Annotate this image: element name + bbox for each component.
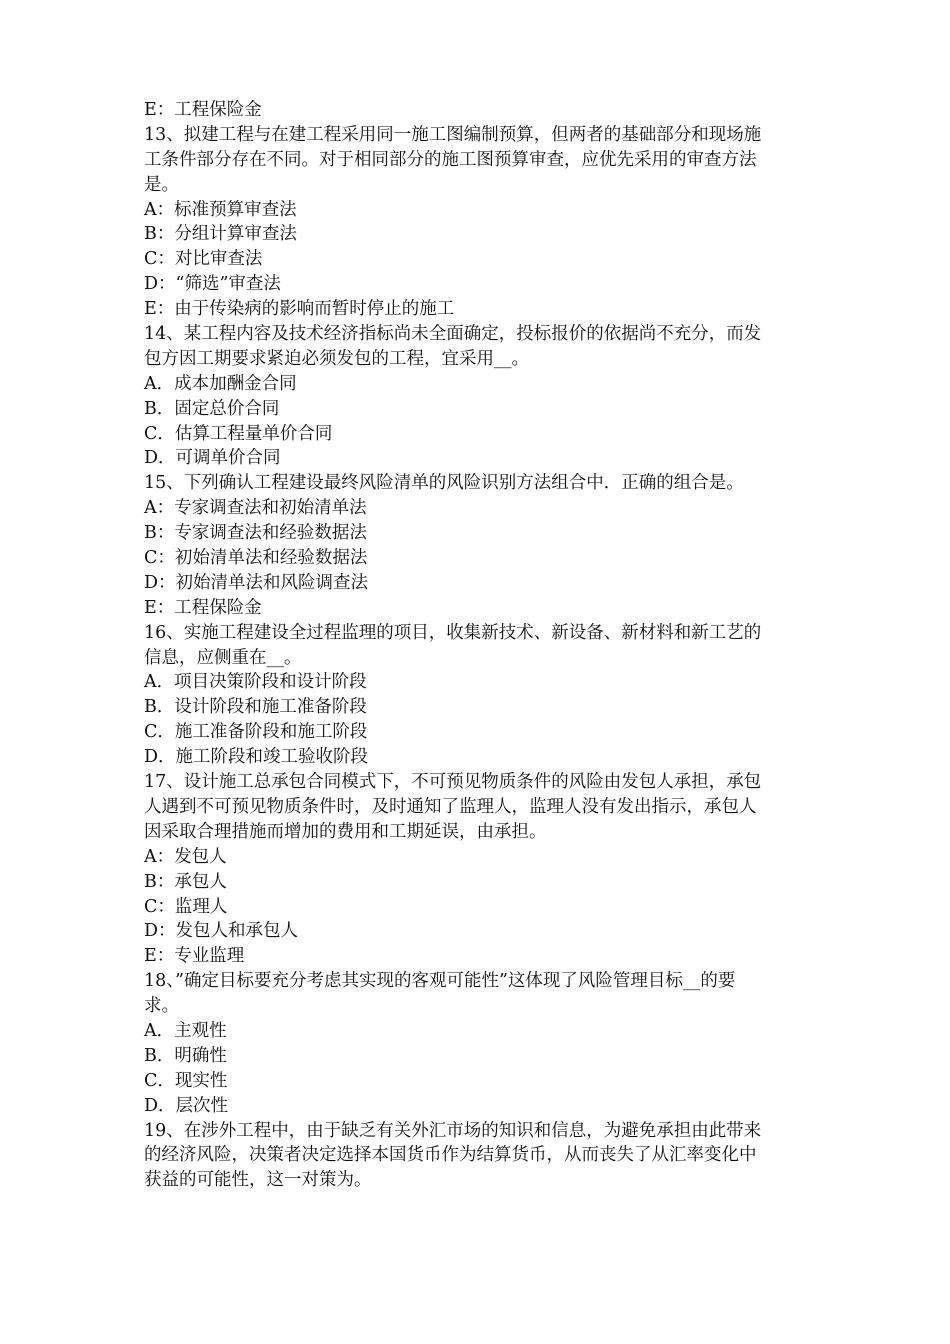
- option-line: E：专业监理: [144, 946, 245, 967]
- option-line: B：专家调查法和经验数据法: [144, 523, 367, 544]
- question-line: 16、实施工程建设全过程监理的项目，收集新技术、新设备、新材料和新工艺的: [144, 622, 762, 643]
- option-line: D：“筛选”审查法: [144, 274, 281, 295]
- question-line: 是。: [144, 174, 179, 195]
- option-line: D．层次性: [144, 1095, 229, 1116]
- option-line: D．施工阶段和竣工验收阶段: [144, 747, 369, 768]
- question-line: 18、”确定目标要充分考虑其实现的客观可能性”这体现了风险管理目标__的要: [144, 971, 736, 992]
- question-line: 17、设计施工总承包合同模式下，不可预见物质条件的风险由发包人承担，承包: [144, 772, 762, 793]
- question-line: 包方因工期要求紧迫必须发包的工程，宜采用__。: [144, 348, 529, 369]
- question-line: 14、某工程内容及技术经济指标尚未全面确定，投标报价的依据尚不充分，而发: [144, 324, 762, 345]
- question-line: 求。: [144, 996, 179, 1017]
- option-line: D：初始清单法和风险调查法: [144, 572, 369, 593]
- option-line: C：监理人: [144, 896, 228, 917]
- option-line: B．固定总价合同: [144, 398, 280, 419]
- option-line: C．施工准备阶段和施工阶段: [144, 722, 368, 743]
- option-line: B：承包人: [144, 871, 227, 892]
- option-line: D．可调单价合同: [144, 448, 281, 469]
- question-line: 13、拟建工程与在建工程采用同一施工图编制预算，但两者的基础部分和现场施: [144, 124, 762, 145]
- question-line: 19、在涉外工程中，由于缺乏有关外汇市场的知识和信息，为避免承担由此带来: [144, 1120, 762, 1141]
- question-line: 15、下列确认工程建设最终风险清单的风险识别方法组合中．正确的组合是。: [144, 473, 744, 494]
- question-line: 工条件部分存在不同。对于相同部分的施工图预算审查，应优先采用的审查方法: [144, 149, 757, 170]
- option-line: A：专家调查法和初始清单法: [144, 498, 367, 519]
- option-line: A．成本加酬金合同: [144, 373, 297, 394]
- option-line: E：由于传染病的影响而暂时停止的施工: [144, 299, 455, 320]
- question-line: 的经济风险，决策者决定选择本国货币作为结算货币，从而丧失了从汇率变化中: [144, 1145, 757, 1166]
- document-body: [144, 98, 820, 1193]
- option-line: C．估算工程量单价合同: [144, 423, 333, 444]
- question-line: 信息，应侧重在__。: [144, 647, 302, 668]
- option-line: D：发包人和承包人: [144, 921, 299, 942]
- option-line: C：对比审查法: [144, 249, 263, 270]
- option-line: A．项目决策阶段和设计阶段: [144, 672, 367, 693]
- option-line: B．设计阶段和施工准备阶段: [144, 697, 367, 718]
- option-line: A：发包人: [144, 846, 227, 867]
- option-line: C．现实性: [144, 1070, 228, 1091]
- option-line: E：工程保险金: [144, 100, 262, 120]
- option-line: B：分组计算审查法: [144, 224, 297, 245]
- question-line: 获益的可能性，这一对策为。: [144, 1170, 372, 1191]
- question-line: 因采取合理措施而增加的费用和工期延误，由承担。: [144, 821, 547, 842]
- option-line: A．主观性: [144, 1020, 227, 1041]
- option-line: E：工程保险金: [144, 597, 262, 618]
- option-line: A：标准预算审查法: [144, 199, 297, 220]
- option-line: C：初始清单法和经验数据法: [144, 548, 368, 569]
- question-line: 人遇到不可预见物质条件时，及时通知了监理人，监理人没有发出指示，承包人: [144, 796, 757, 817]
- option-line: B．明确性: [144, 1045, 227, 1066]
